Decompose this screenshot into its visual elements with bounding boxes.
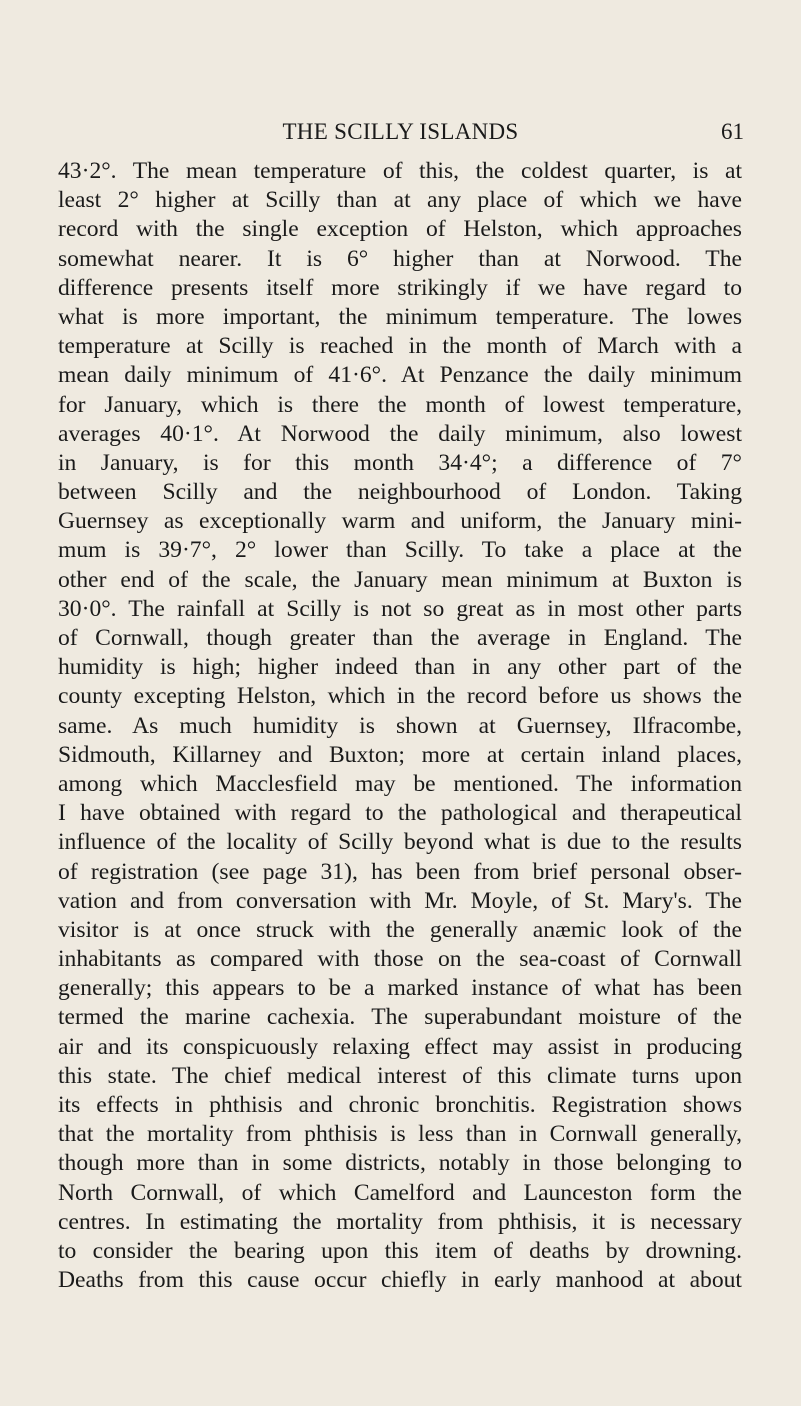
text-line: generally; this appears to be a marked instance of what has been	[58, 975, 742, 1002]
text-line: 43·2°. The mean temperature of this, the coldest quarter, is at	[58, 158, 742, 184]
text-line: vation and from conversation with Mr. Moyle, of St. Mary's. The	[58, 887, 742, 914]
text-line: among which Macclesfield may be mentioned. The information	[58, 770, 742, 797]
text-line: Guernsey as exceptionally warm and uniform, the January mini-	[58, 508, 742, 535]
text-line: visitor is at once struck with the generally anæmic look of the	[58, 916, 742, 943]
text-line: 30·0°. The rainfall at Scilly is not so great as in most other parts	[58, 595, 742, 622]
text-line: difference presents itself more strikingly if we have regard to	[58, 274, 742, 301]
text-line: of Cornwall, though greater than the average in England. The	[58, 625, 742, 651]
text-line: between Scilly and the neighbourhood of London. Taking	[58, 479, 742, 506]
text-line: other end of the scale, the January mean minimum at Buxton is	[58, 566, 742, 593]
text-line: for January, which is there the month of lowest temperature,	[58, 391, 742, 418]
text-line: of registration (see page 31), has been from brief personal obser-	[58, 858, 742, 885]
text-line: county excepting Helston, which in the record before us shows the	[58, 683, 742, 710]
text-line: same. As much humidity is shown at Guernsey, Ilfracombe,	[58, 712, 742, 739]
text-line: humidity is high; higher indeed than in any other part of the	[58, 654, 742, 681]
running-head	[0, 117, 801, 147]
running-title: THE SCILLY ISLANDS	[282, 119, 519, 144]
page-number: 61	[721, 119, 744, 144]
text-line: inhabitants as compared with those on the sea-coast of Cornwall	[58, 946, 742, 973]
text-line: to consider the bearing upon this item of deaths by drowning.	[58, 1237, 742, 1264]
text-line: air and its conspicuously relaxing effect may assist in producing	[58, 1033, 742, 1060]
text-line: Sidmouth, Killarney and Buxton; more at certain inland places,	[58, 741, 742, 768]
text-line: its effects in phthisis and chronic bronchitis. Registration shows	[58, 1092, 742, 1118]
text-line: temperature at Scilly is reached in the month of March with a	[58, 333, 742, 360]
text-line: Deaths from this cause occur chiefly in early manhood at about	[58, 1267, 742, 1294]
text-line: I have obtained with regard to the pathological and therapeutical	[58, 800, 742, 827]
text-line: centres. In estimating the mortality from phthisis, it is necessary	[58, 1208, 742, 1235]
text-line: influence of the locality of Scilly beyond what is due to the results	[58, 829, 742, 856]
text-line: record with the single exception of Helston, which approaches	[58, 216, 742, 243]
text-line: that the mortality from phthisis is less than in Cornwall generally,	[58, 1121, 742, 1148]
text-line: what is more important, the minimum temperature. The lowes	[58, 303, 742, 330]
text-line: though more than in some districts, notably in those belonging to	[58, 1150, 742, 1177]
text-line: least 2° higher at Scilly than at any place of which we have	[58, 187, 742, 214]
text-line: in January, is for this month 34·4°; a difference of 7°	[58, 449, 742, 476]
text-line: somewhat nearer. It is 6° higher than at Norwood. The	[58, 245, 742, 272]
text-line: mean daily minimum of 41·6°. At Penzance the daily minimum	[58, 362, 742, 389]
text-line: termed the marine cachexia. The superabundant moisture of the	[58, 1004, 742, 1031]
body-text	[58, 157, 742, 1295]
text-line: North Cornwall, of which Camelford and Launceston form the	[58, 1179, 742, 1206]
text-line: averages 40·1°. At Norwood the daily minimum, also lowest	[58, 420, 742, 447]
text-line: this state. The chief medical interest of this climate turns upon	[58, 1062, 742, 1089]
text-line: mum is 39·7°, 2° lower than Scilly. To take a place at the	[58, 537, 742, 564]
